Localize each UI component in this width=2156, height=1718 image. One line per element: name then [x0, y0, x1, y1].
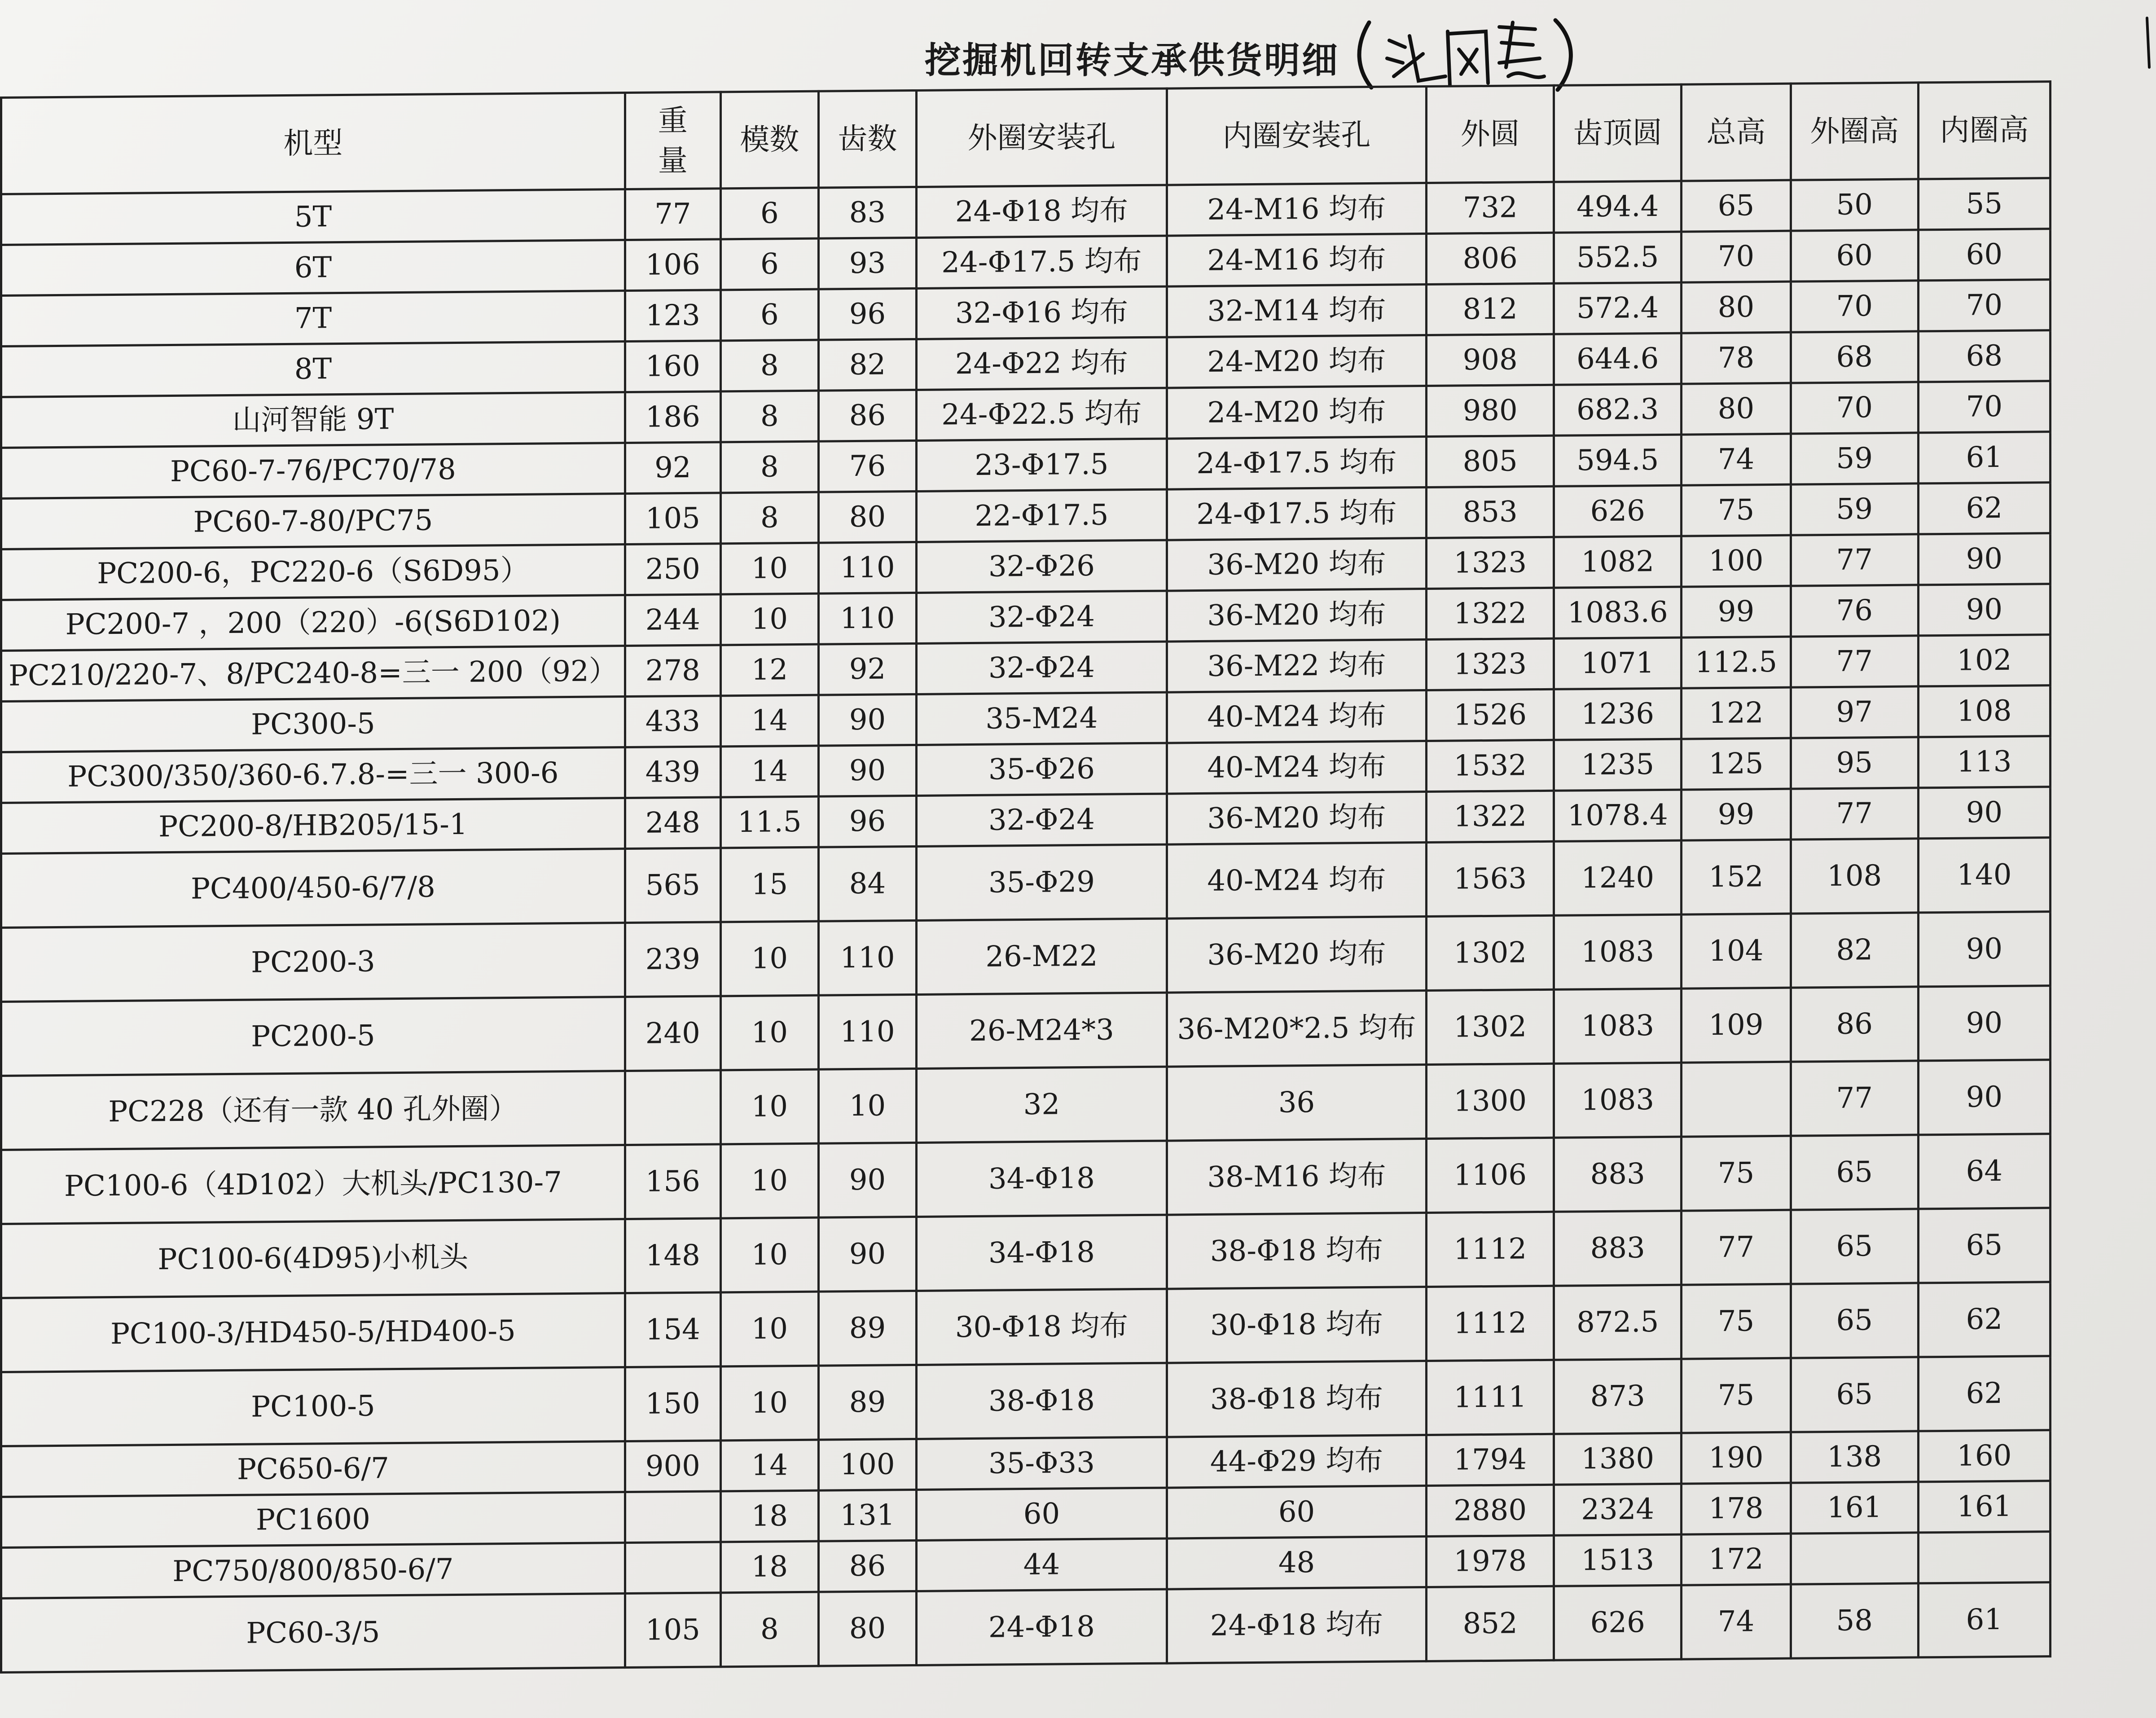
- slewing-bearing-table: [0, 80, 2051, 1674]
- cell-teeth: 86: [818, 1540, 916, 1592]
- cell-outer-mount-holes: 24-Φ17.5 均布: [917, 236, 1167, 288]
- cell-weight: 240: [625, 996, 720, 1071]
- cell-weight: 278: [625, 645, 720, 697]
- cell-total-height: 104: [1682, 914, 1791, 989]
- cell-module: 8: [720, 441, 818, 493]
- cell-weight: 148: [625, 1218, 720, 1293]
- cell-teeth: 80: [818, 491, 916, 543]
- cell-outer-mount-holes: 32-Φ16 均布: [917, 286, 1167, 339]
- cell-total-height: 172: [1682, 1533, 1791, 1585]
- cell-inner-mount-holes: 36-M20 均布: [1167, 917, 1426, 993]
- cell-total-height: [1682, 1062, 1791, 1137]
- cell-inner-mount-holes: 24-M16 均布: [1167, 183, 1426, 236]
- cell-teeth: 90: [818, 745, 916, 796]
- cell-outer-diameter: 806: [1427, 233, 1554, 284]
- header-model: 机型: [1, 93, 625, 194]
- cell-module: 8: [720, 1592, 818, 1667]
- cell-outer-ring-height: 68: [1791, 331, 1918, 383]
- cell-weight: 106: [625, 239, 720, 291]
- cell-inner-ring-height: 61: [1918, 432, 2050, 483]
- cell-inner-ring-height: 62: [1918, 483, 2050, 534]
- cell-module: 10: [720, 995, 818, 1070]
- cell-outer-ring-height: 95: [1791, 737, 1918, 789]
- cell-inner-mount-holes: 48: [1167, 1537, 1426, 1590]
- cell-module: 14: [720, 1440, 818, 1491]
- cell-outer-mount-holes: 35-Φ26: [917, 743, 1167, 795]
- cell-module: 6: [720, 289, 818, 341]
- cell-outer-ring-height: 70: [1791, 281, 1918, 332]
- cell-outer-diameter: 1794: [1427, 1434, 1554, 1485]
- cell-inner-ring-height: 64: [1918, 1134, 2050, 1209]
- cell-module: 11.5: [720, 796, 818, 848]
- cell-tip-circle: 594.5: [1554, 435, 1682, 486]
- cell-tip-circle: 552.5: [1554, 232, 1682, 283]
- cell-total-height: 74: [1682, 1584, 1791, 1659]
- cell-inner-mount-holes: 38-Φ18 均布: [1167, 1361, 1426, 1437]
- cell-module: 10: [720, 1143, 818, 1218]
- cell-model: 山河智能 9T: [1, 392, 625, 448]
- cell-inner-mount-holes: 38-M16 均布: [1167, 1139, 1426, 1215]
- cell-outer-mount-holes: 26-M22: [917, 918, 1167, 994]
- cell-inner-mount-holes: 40-M24 均布: [1167, 843, 1426, 919]
- cell-teeth: 96: [818, 288, 916, 340]
- cell-tip-circle: 1240: [1554, 840, 1682, 915]
- cell-inner-ring-height: 62: [1918, 1282, 2050, 1357]
- cell-outer-mount-holes: 24-Φ18 均布: [917, 185, 1167, 237]
- cell-teeth: 93: [818, 237, 916, 289]
- cell-module: 18: [720, 1490, 818, 1542]
- cell-weight: 433: [625, 696, 720, 747]
- cell-model: 7T: [1, 291, 625, 347]
- cell-outer-diameter: 1112: [1427, 1212, 1554, 1287]
- cell-inner-ring-height: 102: [1918, 635, 2050, 686]
- cell-weight: 105: [625, 1593, 720, 1668]
- cell-inner-mount-holes: 36-M22 均布: [1167, 640, 1426, 693]
- cell-inner-ring-height: 55: [1918, 178, 2050, 230]
- cell-inner-ring-height: 140: [1918, 838, 2050, 913]
- cell-module: 10: [720, 543, 818, 594]
- cell-weight: 123: [625, 290, 720, 342]
- cell-teeth: 90: [818, 1217, 916, 1292]
- cell-outer-ring-height: 82: [1791, 913, 1918, 988]
- cell-weight: 239: [625, 922, 720, 997]
- cell-outer-mount-holes: 30-Φ18 均布: [917, 1289, 1167, 1365]
- header-weight-label: 重量: [658, 103, 688, 178]
- cell-weight: 900: [625, 1441, 720, 1492]
- cell-total-height: 80: [1682, 383, 1791, 435]
- document-title: 挖掘机回转支承供货明细: [925, 39, 1339, 81]
- cell-inner-ring-height: 108: [1918, 685, 2050, 737]
- cell-model: PC750/800/850-6/7: [1, 1543, 625, 1599]
- cell-inner-ring-height: 70: [1918, 280, 2050, 331]
- cell-tip-circle: 1513: [1554, 1534, 1682, 1586]
- cell-outer-diameter: 1323: [1427, 537, 1554, 589]
- cell-teeth: 100: [818, 1439, 916, 1490]
- cell-outer-diameter: 980: [1427, 385, 1554, 436]
- cell-tip-circle: 1071: [1554, 637, 1682, 689]
- cell-inner-ring-height: 65: [1918, 1208, 2050, 1283]
- cell-teeth: 86: [818, 390, 916, 441]
- cell-tip-circle: 494.4: [1554, 181, 1682, 233]
- header-inner-mount-holes: 内圈安装孔: [1167, 87, 1426, 185]
- cell-model: PC60-7-80/PC75: [1, 494, 625, 549]
- cell-teeth: 80: [818, 1591, 916, 1666]
- edge-pen-mark: [2138, 13, 2156, 76]
- cell-inner-mount-holes: 24-Φ17.5 均布: [1167, 488, 1426, 540]
- cell-model: PC200-7 ，200（220）-6(S6D102): [1, 595, 625, 651]
- cell-outer-diameter: 1323: [1427, 638, 1554, 690]
- cell-total-height: 100: [1682, 535, 1791, 587]
- cell-inner-mount-holes: 24-Φ18 均布: [1167, 1587, 1426, 1664]
- cell-total-height: 178: [1682, 1483, 1791, 1534]
- cell-outer-ring-height: 77: [1791, 636, 1918, 687]
- cell-outer-mount-holes: 24-Φ22.5 均布: [917, 388, 1167, 440]
- table-row: [1, 1582, 2051, 1673]
- cell-total-height: 78: [1682, 332, 1791, 384]
- cell-teeth: 84: [818, 846, 916, 921]
- cell-total-height: 152: [1682, 839, 1791, 914]
- cell-inner-mount-holes: 24-M16 均布: [1167, 234, 1426, 287]
- cell-tip-circle: 1083: [1554, 989, 1682, 1063]
- cell-teeth: 110: [818, 920, 916, 995]
- cell-inner-mount-holes: 44-Φ29 均布: [1167, 1435, 1426, 1488]
- cell-outer-mount-holes: 23-Φ17.5: [917, 439, 1167, 491]
- cell-tip-circle: 1236: [1554, 688, 1682, 740]
- cell-outer-mount-holes: 24-Φ22 均布: [917, 337, 1167, 390]
- cell-inner-ring-height: 60: [1918, 229, 2050, 281]
- cell-module: 8: [720, 492, 818, 544]
- cell-weight: 250: [625, 544, 720, 595]
- cell-outer-mount-holes: 44: [917, 1538, 1167, 1591]
- header-inner-ring-height: 内圈高: [1918, 82, 2050, 179]
- cell-module: 15: [720, 847, 818, 922]
- header-outer-diameter: 外圆: [1427, 85, 1554, 183]
- cell-total-height: 122: [1682, 687, 1791, 739]
- cell-inner-ring-height: 90: [1918, 533, 2050, 585]
- cell-outer-ring-height: 59: [1791, 483, 1918, 535]
- cell-weight: 160: [625, 341, 720, 392]
- cell-inner-mount-holes: 60: [1167, 1486, 1426, 1539]
- cell-outer-diameter: 812: [1427, 283, 1554, 335]
- cell-model: PC100-5: [1, 1367, 625, 1446]
- cell-outer-ring-height: 77: [1791, 788, 1918, 839]
- cell-inner-ring-height: 90: [1918, 1060, 2050, 1135]
- cell-outer-mount-holes: 24-Φ18: [917, 1589, 1167, 1665]
- cell-outer-mount-holes: 35-M24: [917, 692, 1167, 745]
- header-module: 模数: [720, 91, 818, 189]
- cell-outer-diameter: 1302: [1427, 989, 1554, 1064]
- cell-outer-ring-height: 58: [1791, 1583, 1918, 1658]
- cell-module: 12: [720, 644, 818, 696]
- cell-outer-diameter: 1322: [1427, 588, 1554, 639]
- cell-module: 10: [720, 593, 818, 645]
- cell-outer-diameter: 1322: [1427, 791, 1554, 842]
- cell-tip-circle: 1078.4: [1554, 790, 1682, 841]
- cell-outer-ring-height: 76: [1791, 585, 1918, 637]
- cell-teeth: 83: [818, 187, 916, 238]
- cell-outer-diameter: 852: [1427, 1586, 1554, 1661]
- cell-weight: 156: [625, 1144, 720, 1219]
- cell-inner-mount-holes: 30-Φ18 均布: [1167, 1287, 1426, 1363]
- cell-total-height: 77: [1682, 1210, 1791, 1285]
- cell-total-height: 75: [1682, 1136, 1791, 1211]
- cell-tip-circle: 682.3: [1554, 384, 1682, 435]
- cell-model: PC650-6/7: [1, 1441, 625, 1497]
- cell-outer-diameter: 1526: [1427, 689, 1554, 741]
- cell-outer-ring-height: 65: [1791, 1283, 1918, 1358]
- cell-module: 10: [720, 1366, 818, 1441]
- cell-model: PC200-6，PC220-6（S6D95）: [1, 545, 625, 600]
- cell-teeth: 89: [818, 1291, 916, 1366]
- cell-inner-mount-holes: 24-Φ17.5 均布: [1167, 437, 1426, 490]
- cell-weight: 92: [625, 442, 720, 494]
- header-outer-mount-holes: 外圈安装孔: [917, 88, 1167, 187]
- cell-teeth: 76: [818, 440, 916, 492]
- cell-outer-ring-height: 161: [1791, 1482, 1918, 1533]
- cell-teeth: 10: [818, 1068, 916, 1143]
- cell-total-height: 99: [1682, 586, 1791, 637]
- cell-model: PC300/350/360-6.7.8-=三一 300-6: [1, 747, 625, 803]
- header-weight: [625, 92, 720, 189]
- cell-outer-ring-height: 65: [1791, 1135, 1918, 1210]
- cell-tip-circle: 2324: [1554, 1484, 1682, 1535]
- cell-module: 10: [720, 1217, 818, 1292]
- cell-outer-mount-holes: 22-Φ17.5: [917, 489, 1167, 542]
- cell-model: PC60-3/5: [1, 1594, 625, 1673]
- cell-weight: 77: [625, 189, 720, 240]
- cell-model: PC228（还有一款 40 孔外圈）: [1, 1071, 625, 1150]
- cell-outer-diameter: 1302: [1427, 915, 1554, 990]
- cell-inner-mount-holes: 36-M20*2.5 均布: [1167, 991, 1426, 1067]
- cell-inner-ring-height: 62: [1918, 1356, 2050, 1431]
- cell-inner-mount-holes: 36-M20 均布: [1167, 792, 1426, 845]
- cell-model: 8T: [1, 342, 625, 397]
- cell-tip-circle: 1082: [1554, 536, 1682, 588]
- cell-model: PC1600: [1, 1492, 625, 1548]
- cell-module: 6: [720, 188, 818, 239]
- cell-tip-circle: 572.4: [1554, 282, 1682, 334]
- cell-module: 14: [720, 746, 818, 797]
- cell-outer-diameter: 908: [1427, 334, 1554, 386]
- cell-outer-diameter: 1106: [1427, 1138, 1554, 1213]
- cell-inner-ring-height: 90: [1918, 787, 2050, 839]
- cell-model: PC60-7-76/PC70/78: [1, 443, 625, 499]
- cell-tip-circle: 1083: [1554, 914, 1682, 989]
- cell-total-height: 99: [1682, 789, 1791, 840]
- cell-outer-diameter: 1563: [1427, 841, 1554, 916]
- cell-outer-ring-height: 77: [1791, 1061, 1918, 1136]
- cell-outer-mount-holes: 26-M24*3: [917, 993, 1167, 1068]
- cell-model: PC200-8/HB205/15-1: [1, 798, 625, 854]
- cell-weight: [625, 1070, 720, 1145]
- cell-outer-mount-holes: 32-Φ26: [917, 540, 1167, 593]
- cell-teeth: 89: [818, 1365, 916, 1440]
- cell-model: PC200-3: [1, 923, 625, 1002]
- cell-inner-mount-holes: 36-M20 均布: [1167, 538, 1426, 591]
- cell-outer-mount-holes: 35-Φ29: [917, 844, 1167, 920]
- cell-weight: 248: [625, 797, 720, 849]
- cell-teeth: 90: [818, 694, 916, 746]
- cell-outer-diameter: 2880: [1427, 1485, 1554, 1536]
- cell-total-height: 70: [1682, 231, 1791, 282]
- cell-module: 18: [720, 1541, 818, 1593]
- cell-total-height: 190: [1682, 1432, 1791, 1484]
- cell-outer-ring-height: [1791, 1533, 1918, 1584]
- cell-outer-ring-height: 138: [1791, 1431, 1918, 1483]
- header-total-height: 总高: [1682, 83, 1791, 181]
- cell-total-height: 125: [1682, 738, 1791, 790]
- cell-inner-ring-height: 68: [1918, 330, 2050, 382]
- cell-model: 6T: [1, 240, 625, 296]
- cell-model: PC210/220-7、8/PC240-8=三一 200（92）: [1, 646, 625, 702]
- cell-inner-mount-holes: 36-M20 均布: [1167, 589, 1426, 642]
- cell-outer-ring-height: 77: [1791, 534, 1918, 586]
- cell-outer-diameter: 1300: [1427, 1063, 1554, 1138]
- cell-tip-circle: 644.6: [1554, 333, 1682, 385]
- cell-outer-diameter: 853: [1427, 486, 1554, 538]
- cell-inner-ring-height: 90: [1918, 584, 2050, 636]
- cell-tip-circle: 1380: [1554, 1433, 1682, 1485]
- cell-tip-circle: 626: [1554, 1585, 1682, 1660]
- cell-total-height: 109: [1682, 988, 1791, 1063]
- cell-weight: 150: [625, 1366, 720, 1441]
- cell-total-height: 75: [1682, 1358, 1791, 1433]
- cell-total-height: 65: [1682, 180, 1791, 232]
- cell-inner-ring-height: [1918, 1532, 2050, 1583]
- cell-model: PC100-3/HD450-5/HD400-5: [1, 1293, 625, 1372]
- header-teeth: 齿数: [818, 90, 916, 188]
- cell-total-height: 75: [1682, 484, 1791, 536]
- cell-module: 8: [720, 340, 818, 391]
- cell-outer-ring-height: 108: [1791, 839, 1918, 914]
- cell-outer-ring-height: 70: [1791, 382, 1918, 434]
- cell-model: PC400/450-6/7/8: [1, 849, 625, 928]
- cell-tip-circle: 883: [1554, 1137, 1682, 1212]
- cell-outer-diameter: 1978: [1427, 1535, 1554, 1587]
- cell-tip-circle: 1083.6: [1554, 587, 1682, 638]
- cell-outer-ring-height: 65: [1791, 1209, 1918, 1284]
- cell-outer-mount-holes: 32-Φ24: [917, 642, 1167, 694]
- cell-weight: [625, 1491, 720, 1543]
- cell-outer-mount-holes: 34-Φ18: [917, 1141, 1167, 1217]
- cell-total-height: 74: [1682, 434, 1791, 485]
- cell-model: PC200-5: [1, 997, 625, 1076]
- cell-module: 10: [720, 921, 818, 996]
- cell-inner-mount-holes: 38-Φ18 均布: [1167, 1213, 1426, 1289]
- cell-teeth: 82: [818, 339, 916, 391]
- cell-tip-circle: 626: [1554, 485, 1682, 537]
- cell-total-height: 75: [1682, 1284, 1791, 1359]
- cell-weight: 565: [625, 848, 720, 923]
- cell-tip-circle: 873: [1554, 1359, 1682, 1434]
- cell-outer-mount-holes: 60: [917, 1488, 1167, 1540]
- cell-weight: 186: [625, 391, 720, 443]
- cell-outer-ring-height: 50: [1791, 179, 1918, 231]
- cell-inner-ring-height: 160: [1918, 1430, 2050, 1482]
- cell-outer-diameter: 732: [1427, 182, 1554, 233]
- cell-weight: 244: [625, 594, 720, 646]
- cell-inner-ring-height: 90: [1918, 986, 2050, 1061]
- cell-outer-mount-holes: 34-Φ18: [917, 1215, 1167, 1291]
- header-tip-circle: 齿顶圆: [1554, 84, 1682, 182]
- cell-total-height: 112.5: [1682, 637, 1791, 688]
- cell-teeth: 92: [818, 643, 916, 695]
- cell-inner-ring-height: 113: [1918, 736, 2050, 788]
- table-body: [1, 178, 2051, 1673]
- cell-model: 5T: [1, 189, 625, 245]
- cell-weight: 439: [625, 747, 720, 798]
- cell-inner-ring-height: 61: [1918, 1582, 2050, 1657]
- cell-outer-mount-holes: 32: [917, 1067, 1167, 1142]
- cell-inner-mount-holes: 40-M24 均布: [1167, 741, 1426, 794]
- cell-outer-diameter: 1112: [1427, 1286, 1554, 1361]
- cell-teeth: 131: [818, 1490, 916, 1541]
- cell-outer-ring-height: 86: [1791, 987, 1918, 1062]
- cell-outer-mount-holes: 32-Φ24: [917, 591, 1167, 643]
- cell-weight: [625, 1542, 720, 1594]
- header-outer-ring-height: 外圈高: [1791, 83, 1918, 180]
- cell-inner-mount-holes: 32-M14 均布: [1167, 285, 1426, 338]
- cell-outer-mount-holes: 35-Φ33: [917, 1437, 1167, 1490]
- cell-outer-diameter: 805: [1427, 435, 1554, 487]
- cell-module: 6: [720, 238, 818, 290]
- cell-inner-ring-height: 70: [1918, 381, 2050, 433]
- cell-total-height: 80: [1682, 281, 1791, 333]
- cell-outer-ring-height: 97: [1791, 686, 1918, 738]
- cell-inner-mount-holes: 24-M20 均布: [1167, 335, 1426, 388]
- cell-inner-mount-holes: 36: [1167, 1065, 1426, 1141]
- cell-outer-mount-holes: 38-Φ18: [917, 1363, 1167, 1439]
- cell-outer-mount-holes: 32-Φ24: [917, 794, 1167, 846]
- cell-inner-mount-holes: 40-M24 均布: [1167, 690, 1426, 743]
- cell-module: 8: [720, 391, 818, 442]
- cell-outer-diameter: 1532: [1427, 740, 1554, 791]
- cell-inner-ring-height: 161: [1918, 1481, 2050, 1533]
- cell-inner-mount-holes: 24-M20 均布: [1167, 386, 1426, 439]
- cell-tip-circle: 872.5: [1554, 1285, 1682, 1360]
- table-header-row: [1, 82, 2051, 194]
- cell-outer-ring-height: 60: [1791, 230, 1918, 281]
- cell-model: PC100-6(4D95)小机头: [1, 1219, 625, 1298]
- cell-outer-diameter: 1111: [1427, 1360, 1554, 1435]
- cell-weight: 154: [625, 1292, 720, 1367]
- cell-tip-circle: 1083: [1554, 1063, 1682, 1138]
- cell-tip-circle: 883: [1554, 1211, 1682, 1286]
- cell-model: PC100-6（4D102）大机头/PC130-7: [1, 1145, 625, 1224]
- cell-module: 10: [720, 1292, 818, 1366]
- cell-module: 14: [720, 695, 818, 747]
- cell-module: 10: [720, 1069, 818, 1144]
- cell-teeth: 110: [818, 593, 916, 644]
- cell-weight: 105: [625, 493, 720, 545]
- cell-teeth: 110: [818, 994, 916, 1069]
- cell-teeth: 110: [818, 542, 916, 593]
- cell-teeth: 90: [818, 1142, 916, 1217]
- cell-outer-ring-height: 65: [1791, 1357, 1918, 1432]
- cell-inner-ring-height: 90: [1918, 912, 2050, 987]
- cell-outer-ring-height: 59: [1791, 433, 1918, 484]
- cell-teeth: 96: [818, 795, 916, 847]
- cell-tip-circle: 1235: [1554, 739, 1682, 791]
- cell-model: PC300-5: [1, 697, 625, 752]
